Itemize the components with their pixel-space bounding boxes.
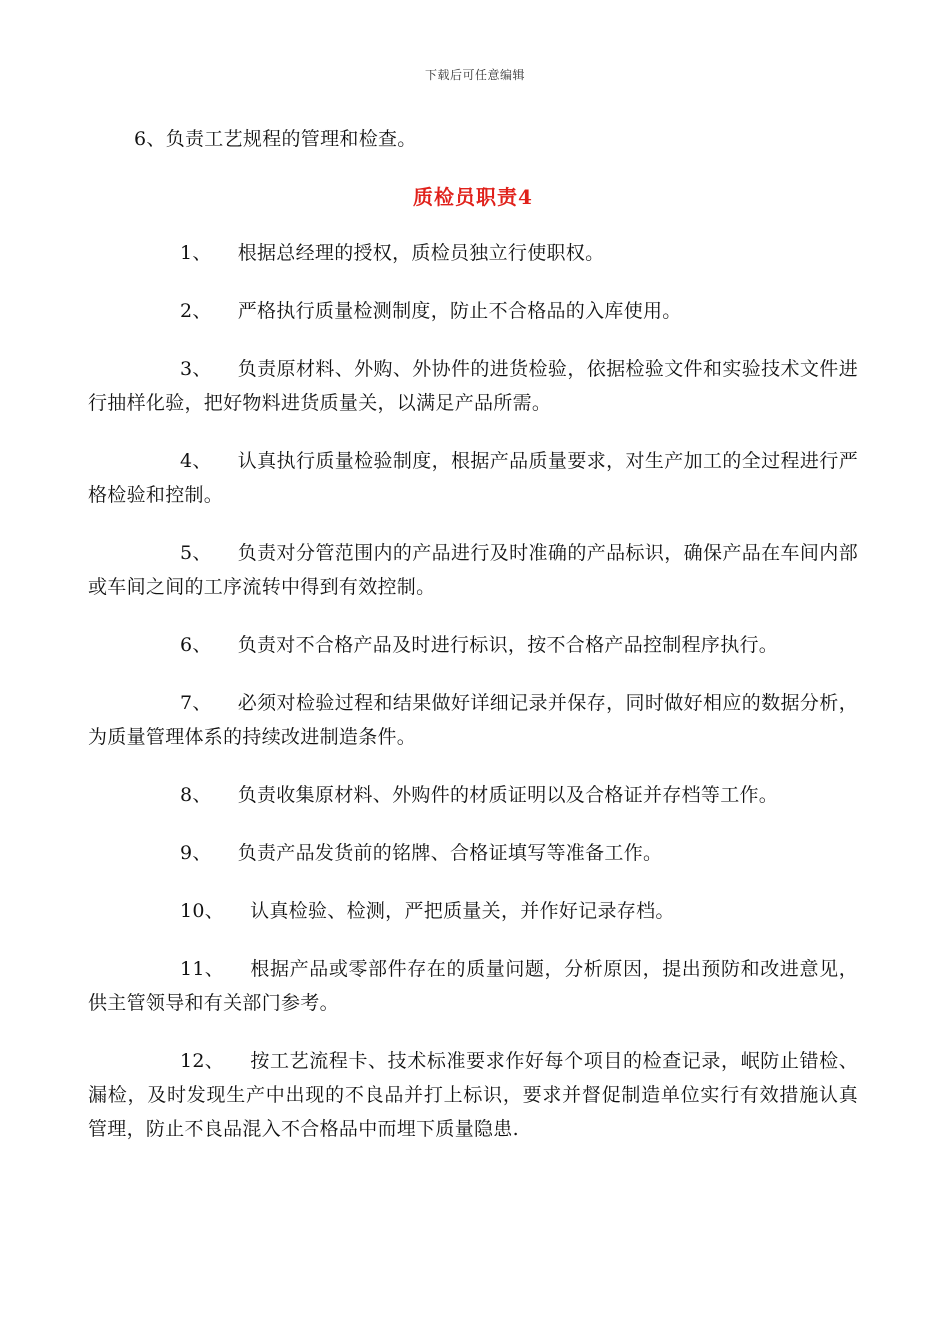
document-body	[88, 122, 858, 1170]
list-item	[88, 628, 858, 662]
item-number: 12、	[180, 1050, 225, 1072]
list-item	[88, 444, 858, 512]
item-number: 3、	[180, 358, 212, 380]
item-text: 负责对分管范围内的产品进行及时准确的产品标识，确保产品在车间内部或车间之间的工序流转中得到有效控制。	[88, 542, 858, 598]
item-text: 负责产品发货前的铭牌、合格证填写等准备工作。	[237, 842, 663, 864]
list-item	[88, 686, 858, 754]
list-item	[88, 836, 858, 870]
item-number: 9、	[180, 842, 212, 864]
section-title: 质检员职责4	[413, 185, 533, 209]
item-text: 负责原材料、外购、外协件的进货检验，依据检验文件和实验技术文件进行抽样化验，把好物料进货质量关，以满足产品所需。	[88, 358, 858, 414]
item-number: 2、	[180, 300, 212, 322]
list-item	[88, 778, 858, 812]
item-text: 认真检验、检测，严把质量关，并作好记录存档。	[250, 900, 675, 922]
list-item	[88, 236, 858, 270]
item-number: 5、	[180, 542, 212, 564]
header-note: 下载后可任意编辑	[424, 68, 525, 82]
list-item	[88, 294, 858, 328]
item-text: 必须对检验过程和结果做好详细记录并保存，同时做好相应的数据分析，为质量管理体系的持续改进制造条件。	[88, 692, 858, 748]
intro-item: 6、负责工艺规程的管理和检查。	[134, 128, 417, 150]
list-item	[88, 894, 858, 928]
item-text: 根据总经理的授权，质检员独立行使职权。	[237, 242, 605, 264]
list-item	[88, 1044, 858, 1146]
item-number: 10、	[180, 900, 225, 922]
item-number: 4、	[180, 450, 212, 472]
list-item	[88, 536, 858, 604]
item-text: 严格执行质量检测制度，防止不合格品的入库使用。	[237, 300, 682, 322]
item-text: 负责对不合格产品及时进行标识，按不合格产品控制程序执行。	[237, 634, 779, 656]
item-number: 6、	[180, 634, 212, 656]
item-number: 7、	[180, 692, 212, 714]
item-number: 11、	[180, 958, 225, 980]
item-number: 1、	[180, 242, 212, 264]
list-item	[88, 352, 858, 420]
item-text: 根据产品或零部件存在的质量问题，分析原因，提出预防和改进意见，供主管领导和有关部门参考。	[88, 958, 858, 1014]
item-text: 按工艺流程卡、技术标准要求作好每个项目的检查记录，岷防止错检、漏检，及时发现生产中出现的不良品并打上标识，要求并督促制造单位实行有效措施认真管理，防止不良品混入不合格品中而埋下质量隐患.	[88, 1050, 858, 1140]
item-number: 8、	[180, 784, 212, 806]
item-text: 负责收集原材料、外购件的材质证明以及合格证并存档等工作。	[237, 784, 779, 806]
list-item	[88, 952, 858, 1020]
item-text: 认真执行质量检验制度，根据产品质量要求，对生产加工的全过程进行严格检验和控制。	[88, 450, 858, 506]
